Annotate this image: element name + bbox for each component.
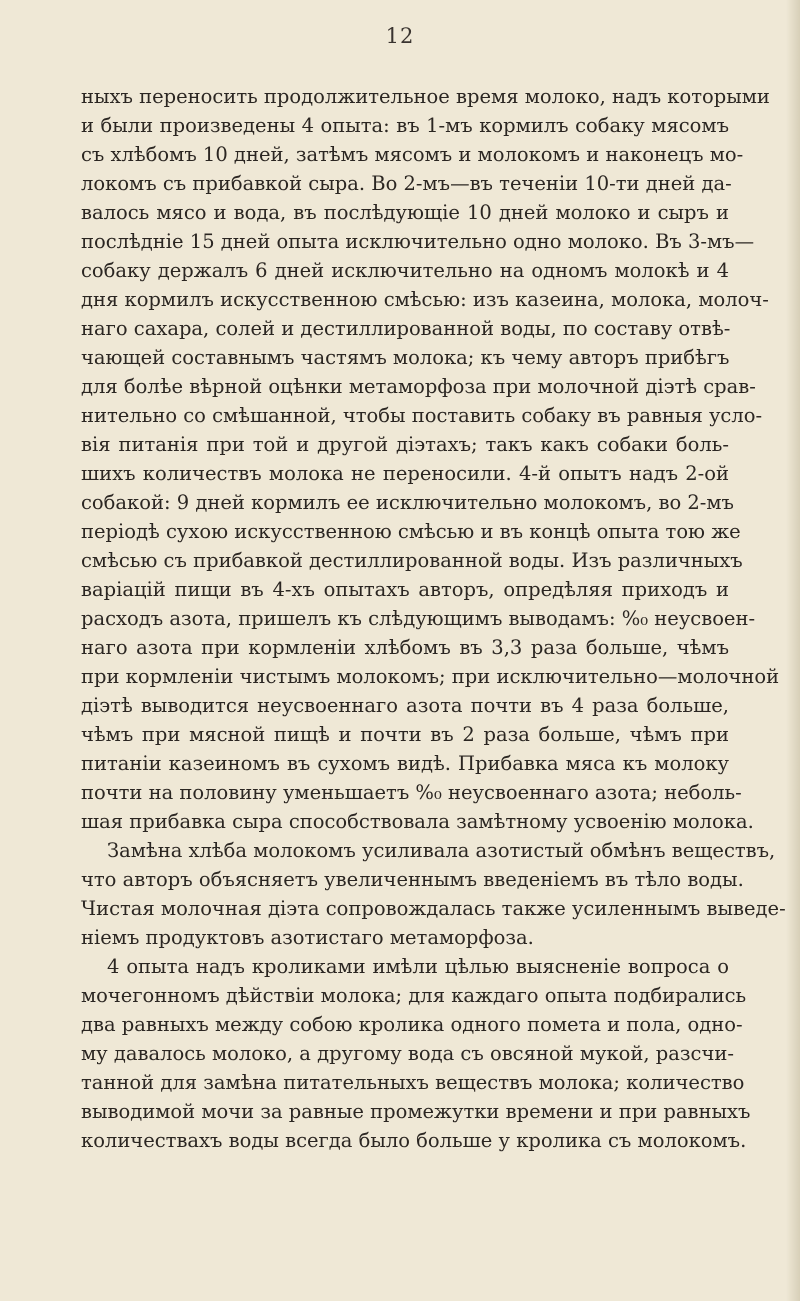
page-edge-shadow <box>786 0 800 1301</box>
text-line: послѣдніе 15 дней опыта исключительно одно молоко. Въ 3-мъ— <box>81 230 755 253</box>
text-line: шихъ количествъ молока не переносили. 4-й опытъ надъ 2-ой <box>81 462 729 485</box>
text-line: шая прибавка сыра способствовала замѣтному усвоенію молока. <box>81 810 754 833</box>
text-line: и были произведены 4 опыта: въ 1-мъ кормилъ собаку мясомъ <box>81 114 729 137</box>
text-line: мочегонномъ дѣйствіи молока; для каждаго опыта подбирались <box>81 984 747 1007</box>
text-line: почти на половину уменьшаетъ %₀ неусвоеннаго азота; неболь- <box>81 781 742 804</box>
text-line: количествахъ воды всегда было больше у кролика съ молокомъ. <box>81 1129 747 1152</box>
text-line: смѣсью съ прибавкой дестиллированной воды. Изъ различныхъ <box>81 549 743 572</box>
text-line: собаку держалъ 6 дней исключительно на одномъ молокѣ и 4 <box>81 259 729 282</box>
text-line: что авторъ объясняетъ увеличеннымъ введеніемъ въ тѣло воды. <box>81 868 744 891</box>
text-line: питаніи казеиномъ въ сухомъ видѣ. Прибавка мяса къ молоку <box>81 752 729 775</box>
text-line: ніемъ продуктовъ азотистаго метаморфоза. <box>81 926 534 949</box>
text-line: Чистая молочная діэта сопровождалась также усиленнымъ выведе- <box>81 897 786 920</box>
text-line: валось мясо и вода, въ послѣдующіе 10 дней молоко и сыръ и <box>81 201 729 224</box>
text-line: періодѣ сухою искусственною смѣсью и въ концѣ опыта тою же <box>81 520 741 543</box>
text-line: съ хлѣбомъ 10 дней, затѣмъ мясомъ и молокомъ и наконецъ мо- <box>81 143 744 166</box>
text-line: выводимой мочи за равные промежутки времени и при равныхъ <box>81 1100 751 1123</box>
text-line: локомъ съ прибавкой сыра. Во 2-мъ—въ теченіи 10-ти дней да- <box>81 172 732 195</box>
text-line: 4 опыта надъ кроликами имѣли цѣлью выясненіе вопроса о <box>107 955 729 978</box>
text-line: два равныхъ между собою кролика одного помета и пола, одно- <box>81 1013 743 1036</box>
text-line: для болѣе вѣрной оцѣнки метаморфоза при молочной діэтѣ срав- <box>81 375 756 398</box>
text-line: му давалось молоко, а другому вода съ овсяной мукой, разсчи- <box>81 1042 734 1065</box>
text-line: при кормленіи чистымъ молокомъ; при исключительно—молочной <box>81 665 780 688</box>
page-number: 12 <box>385 24 415 48</box>
text-line: танной для замѣна питательныхъ веществъ молока; количество <box>81 1071 745 1094</box>
text-line: варіацій пищи въ 4-хъ опытахъ авторъ, опредѣляя приходъ и <box>81 578 729 601</box>
text-line: наго азота при кормленіи хлѣбомъ въ 3,3 раза больше, чѣмъ <box>81 636 729 659</box>
text-line: чѣмъ при мясной пищѣ и почти въ 2 раза больше, чѣмъ при <box>81 723 729 746</box>
body-text <box>81 82 786 1155</box>
text-line: Замѣна хлѣба молокомъ усиливала азотистый обмѣнъ веществъ, <box>107 839 776 862</box>
text-line: нительно со смѣшанной, чтобы поставить собаку въ равныя усло- <box>81 404 763 427</box>
text-line: ныхъ переносить продолжительное время молоко, надъ которыми <box>81 85 770 108</box>
text-line: дня кормилъ искусственною смѣсью: изъ казеина, молока, молоч- <box>81 288 769 311</box>
text-line: вія питанія при той и другой діэтахъ; такъ какъ собаки боль- <box>81 433 729 456</box>
text-line: собакой: 9 дней кормилъ ее исключительно молокомъ, во 2-мъ <box>81 491 734 514</box>
text-line: расходъ азота, пришелъ къ слѣдующимъ выводамъ: %₀ неусвоен- <box>81 607 756 630</box>
text-line: діэтѣ выводится неусвоеннаго азота почти въ 4 раза больше, <box>81 694 729 717</box>
text-line: чающей составнымъ частямъ молока; къ чему авторъ прибѣгъ <box>81 346 730 369</box>
text-line: наго сахара, солей и дестиллированной воды, по составу отвѣ- <box>81 317 731 340</box>
